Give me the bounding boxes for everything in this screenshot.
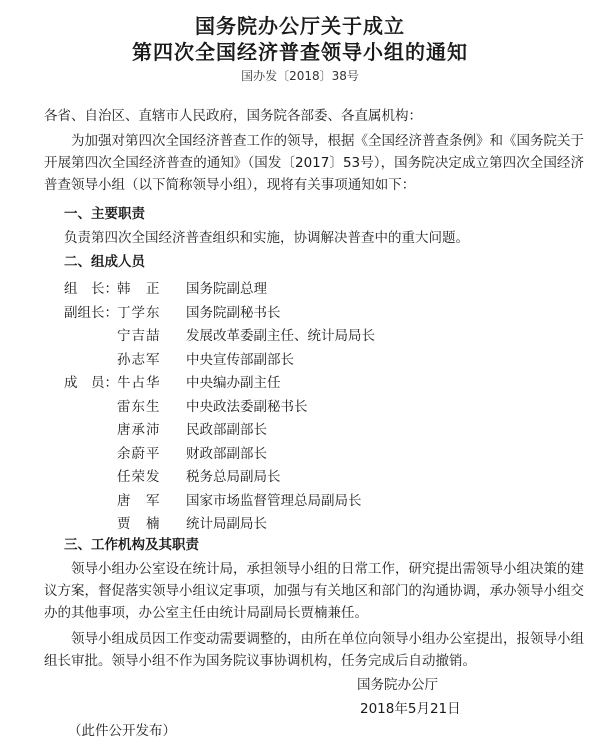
member-name: 孙志军 — [117, 352, 161, 368]
member-name: 韩 正 — [117, 281, 161, 297]
section3-heading: 三、工作机构及其职责 — [64, 537, 199, 553]
member-name: 余蔚平 — [117, 446, 161, 462]
doc-title-line1: 国务院办公厅关于成立 — [195, 14, 405, 38]
member-role-label: 副组长： — [64, 305, 118, 321]
publication-note: （此件公开发布） — [68, 723, 176, 739]
member-name: 丁学东 — [117, 305, 161, 321]
section2-heading: 二、组成人员 — [64, 254, 145, 270]
section1-body: 负责第四次全国经济普查组织和实施，协调解决普查中的重大问题。 — [64, 230, 469, 246]
member-name: 任荣发 — [117, 469, 161, 485]
issue-date: 2018年5月21日 — [360, 701, 461, 717]
addressee: 各省、自治区、直辖市人民政府，国务院各部委、各直属机构： — [44, 108, 422, 124]
member-name: 宁吉喆 — [117, 328, 161, 344]
intro-paragraph: 为加强对第四次全国经济普查工作的领导，根据《全国经济普查条例》和《国务院关于开展第四次全国经济普查的通知》（国发〔2017〕53号），国务院决定成立第四次全国经济普查领导小组（以下简称领导小组），现将有关事项通知如下： — [44, 133, 584, 193]
issuer: 国务院办公厅 — [357, 677, 438, 693]
member-post: 国家市场监督管理总局副局长 — [186, 493, 362, 509]
doc-number: 国办发〔2018〕38号 — [241, 69, 359, 83]
section1-heading: 一、主要职责 — [64, 206, 145, 222]
member-name: 牛占华 — [117, 375, 161, 391]
member-post: 中央政法委副秘书长 — [186, 399, 308, 415]
doc-title-line2: 第四次全国经济普查领导小组的通知 — [132, 40, 468, 64]
section3-paragraph2: 领导小组成员因工作变动需要调整的，由所在单位向领导小组办公室提出，报领导小组组长审批。领导小组不作为国务院议事协调机构，任务完成后自动撤销。 — [44, 631, 584, 669]
member-post: 发展改革委副主任、统计局局长 — [186, 328, 375, 344]
member-post: 税务总局副局长 — [186, 469, 281, 485]
member-post: 国务院副总理 — [186, 281, 267, 297]
member-post: 财政部副部长 — [186, 446, 267, 462]
member-post: 国务院副秘书长 — [186, 305, 281, 321]
member-name: 唐 军 — [117, 493, 161, 509]
member-role-label: 组 长： — [64, 281, 118, 297]
member-name: 贾 楠 — [117, 516, 161, 532]
member-post: 统计局副局长 — [186, 516, 267, 532]
member-name: 雷东生 — [117, 399, 161, 415]
member-post: 中央编办副主任 — [186, 375, 281, 391]
member-name: 唐承沛 — [117, 422, 161, 438]
section3-paragraph1: 领导小组办公室设在统计局，承担领导小组的日常工作，研究提出需领导小组决策的建议方案，督促落实领导小组议定事项，加强与有关地区和部门的沟通协调，承办领导小组交办的其他事项，办公室主任由统计局副局长贾楠兼任。 — [44, 561, 584, 621]
member-post: 民政部副部长 — [186, 422, 267, 438]
member-role-label: 成 员： — [64, 375, 118, 391]
member-post: 中央宣传部副部长 — [186, 352, 294, 368]
